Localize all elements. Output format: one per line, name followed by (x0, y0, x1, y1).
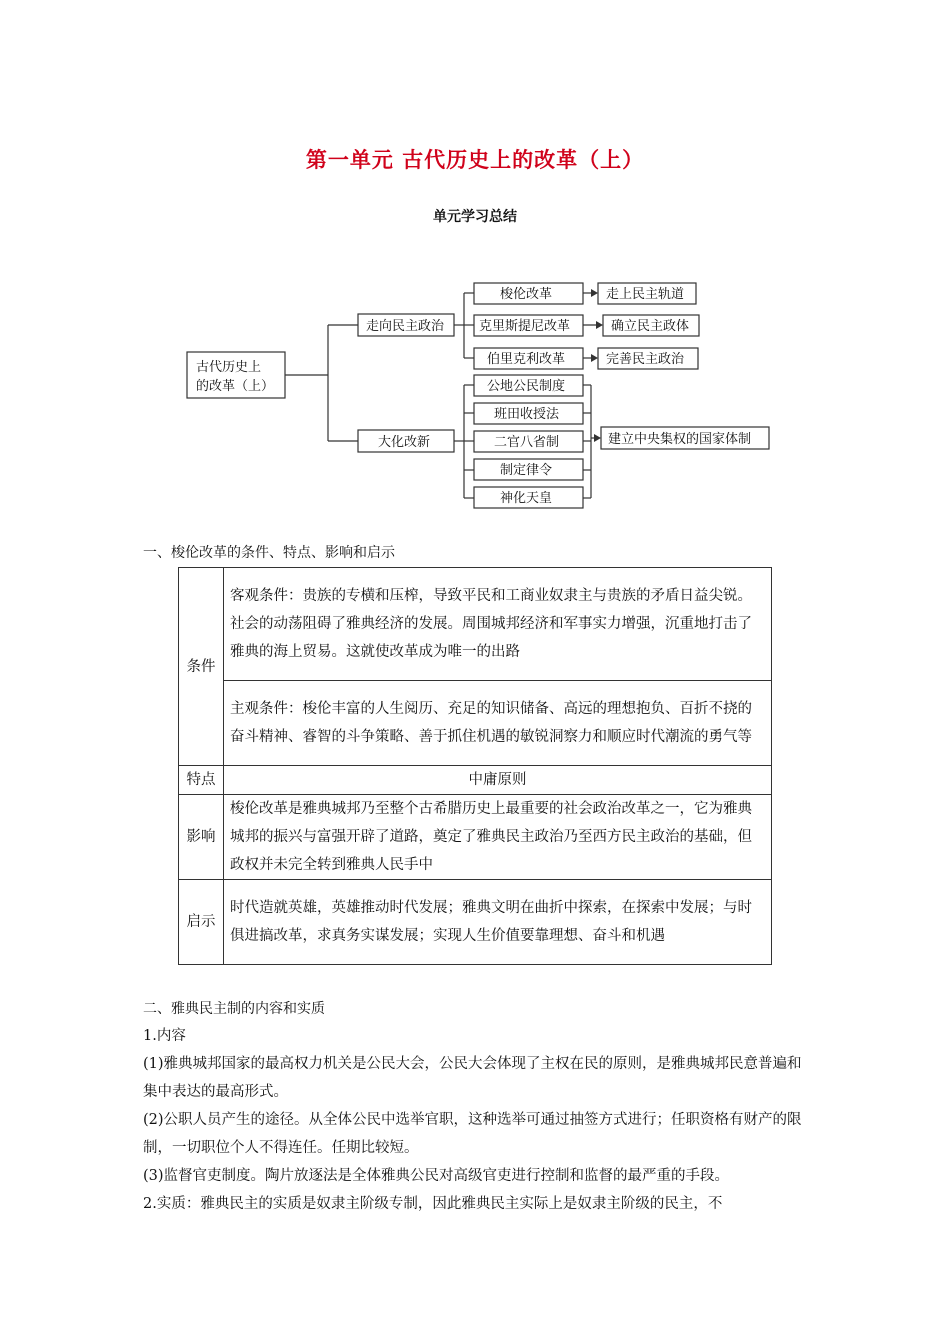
diagram-branch-democracy-label: 走向民主政治 (366, 319, 445, 334)
concept-diagram (0, 0, 950, 540)
table-row (179, 568, 772, 681)
influence-value: 梭伦改革是雅典城邦乃至整个古希腊历史上最重要的社会政治改革之一，它为雅典城邦的振兴与富强开辟了道路，奠定了雅典民主政治乃至西方民主政治的基础，但政权并未完全转到雅典人民手中 (224, 795, 772, 880)
diagram-item-cleisthenes-label: 克里斯提尼改革 (479, 319, 571, 334)
table-row (179, 681, 772, 766)
solon-reform-table (178, 567, 772, 965)
diagram-item-pericles-label: 伯里克利改革 (487, 352, 566, 367)
table-row (179, 880, 772, 965)
diagram-result-3-label: 完善民主政治 (606, 352, 685, 367)
diagram-root-line1: 古代历史上 (196, 360, 262, 375)
objective-condition: 客观条件：贵族的专横和压榨，导致平民和工商业奴隶主与贵族的矛盾日益尖锐。社会的动荡阻碍了雅典经济的发展。周围城邦经济和军事实力增强，沉重地打击了雅典的海上贸易。这就使改革成为唯一的出路 (224, 568, 772, 681)
table-row (179, 766, 772, 795)
diagram-item-two-offices-label: 二官八省制 (494, 435, 560, 450)
paragraph-1: (1)雅典城邦国家的最高权力机关是公民大会，公民大会体现了主权在民的原则，是雅典城邦民意普遍和集中表达的最高形式。 (143, 1056, 802, 1100)
paragraph-3: (3)监督官吏制度。陶片放逐法是全体雅典公民对高级官吏进行控制和监督的最严重的手段。 (143, 1168, 730, 1184)
diagram-item-emperor-label: 神化天皇 (500, 491, 553, 506)
diagram-item-public-land-label: 公地公民制度 (487, 379, 566, 394)
feature-label: 特点 (179, 766, 224, 795)
paragraph-4: 2.实质：雅典民主的实质是奴隶主阶级专制，因此雅典民主实际上是奴隶主阶级的民主，不 (143, 1196, 723, 1212)
influence-label: 影响 (179, 795, 224, 880)
diagram-result-1-label: 走上民主轨道 (606, 287, 685, 302)
section1-heading: 一、梭伦改革的条件、特点、影响和启示 (143, 545, 395, 561)
diagram-result-centralized-label: 建立中央集权的国家体制 (608, 432, 752, 447)
page-title: 第一单元 古代历史上的改革（上） (305, 148, 645, 172)
condition-label: 条件 (179, 568, 224, 766)
diagram-root-line2: 的改革（上） (196, 379, 275, 394)
section2-heading: 二、雅典民主制的内容和实质 (143, 1001, 325, 1017)
feature-value: 中庸原则 (224, 766, 772, 795)
diagram-item-solon-label: 梭伦改革 (500, 287, 553, 302)
content-heading: 1.内容 (143, 1028, 186, 1044)
enlightenment-label: 启示 (179, 880, 224, 965)
diagram-result-2-label: 确立民主政体 (611, 319, 690, 334)
diagram-item-statutes-label: 制定律令 (500, 463, 553, 478)
subjective-condition: 主观条件：梭伦丰富的人生阅历、充足的知识储备、高远的理想抱负、百折不挠的奋斗精神、睿智的斗争策略、善于抓住机遇的敏锐洞察力和顺应时代潮流的勇气等 (224, 681, 772, 766)
enlightenment-value: 时代造就英雄，英雄推动时代发展；雅典文明在曲折中探索，在探索中发展；与时俱进搞改革，求真务实谋发展；实现人生价值要靠理想、奋斗和机遇 (224, 880, 772, 965)
table-row (179, 795, 772, 880)
diagram-branch-taika-label: 大化改新 (378, 435, 431, 450)
paragraph-2: (2)公职人员产生的途径。从全体公民中选举官职，这种选举可通过抽签方式进行；任职资格有财产的限制，一切职位个人不得连任。任期比较短。 (143, 1112, 802, 1156)
diagram-item-land-allotment-label: 班田收授法 (494, 407, 560, 422)
page-subtitle: 单元学习总结 (433, 209, 517, 225)
